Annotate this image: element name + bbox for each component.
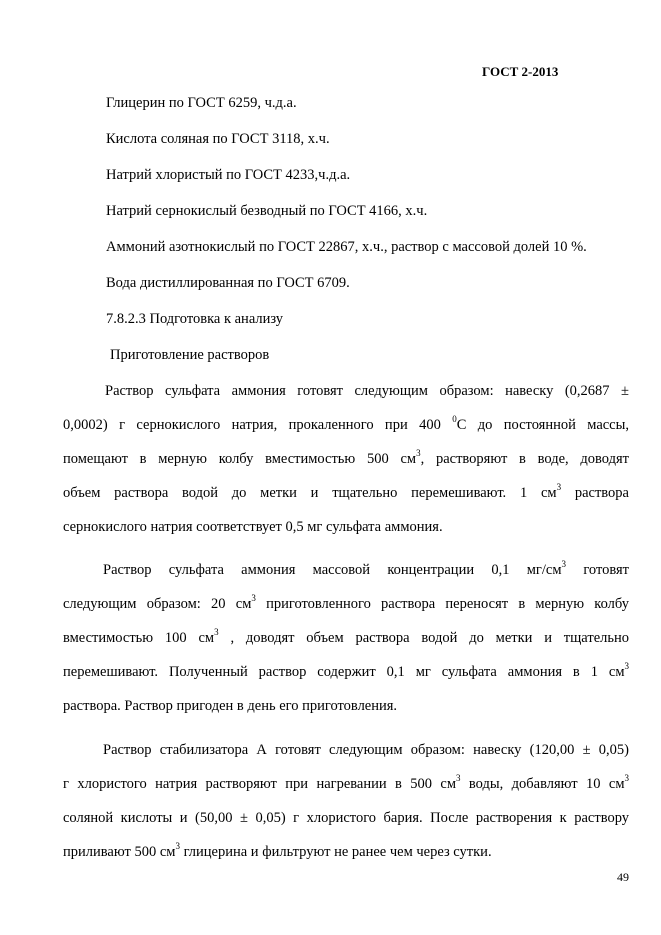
page-number: 49 — [617, 870, 629, 884]
paragraph-line: раствора. Раствор пригоден в день его приготовления. — [63, 698, 398, 714]
reagent-line: Натрий сернокислый безводный по ГОСТ 4166, х.ч. — [106, 203, 428, 219]
reagent-line: Кислота соляная по ГОСТ 3118, х.ч. — [106, 131, 330, 147]
paragraph-line: приливают 500 $см^3$ глицерина и фильтруют не ранее чем через сутки. — [63, 841, 492, 860]
reagent-line: Натрий хлористый по ГОСТ 4233,ч.д.а. — [106, 167, 351, 183]
paragraph-line: г хлористого натрия растворяют при нагревании в 500 $см^3$ воды, добавляют 10 $см^3$ — [63, 773, 630, 792]
reagent-line: Аммоний азотнокислый по ГОСТ 22867, х.ч., раствор с массовой долей 10 %. — [106, 239, 587, 255]
paragraph-ammonium-sulfate-solution — [63, 374, 629, 544]
paragraph-line: Раствор сульфата аммония готовят следующим образом: навеску (0,2687 ± — [105, 383, 629, 399]
paragraph-line: следующим образом: 20 $см^3$ приготовленного раствора переносят в мерную колбу — [63, 593, 629, 612]
paragraph-line: соляной кислоты и (50,00 ± 0,05) г хлористого бария. После растворения к раствору — [63, 810, 629, 826]
paragraph-line: Раствор стабилизатора А готовят следующим образом: навеску (120,00 ± 0,05) — [103, 742, 629, 758]
standard-code-header: ГОСТ 2-2013 — [482, 64, 559, 79]
paragraph-stabilizer-solution — [63, 733, 629, 869]
paragraph-line: Раствор сульфата аммония массовой концентрации 0,1 $мг/см^3$ готовят — [103, 559, 630, 578]
paragraph-line: сернокислого натрия соответствует 0,5 мг сульфата аммония. — [63, 519, 443, 535]
reagent-line: Глицерин по ГОСТ 6259, ч.д.а. — [106, 95, 297, 111]
subheading: Приготовление растворов — [110, 347, 270, 363]
paragraph-ammonium-sulfate-concentration — [63, 553, 629, 723]
paragraph-line: помещают в мерную колбу вместимостью 500 $см^3$, растворяют в воде, доводят — [63, 448, 630, 467]
reagent-line: Вода дистиллированная по ГОСТ 6709. — [106, 275, 350, 291]
section-heading: 7.8.2.3 Подготовка к анализу — [106, 311, 284, 327]
paragraph-line: объем раствора водой до метки и тщательно перемешивают. 1 $см^3$ раствора — [63, 482, 629, 501]
paragraph-line: перемешивают. Полученный раствор содержит 0,1 мг сульфата аммония в 1 $см^3$ — [63, 661, 629, 680]
paragraph-line: 0,0002) г сернокислого натрия, прокаленного при 400 $^0$С до постоянной массы, — [63, 414, 629, 433]
paragraph-line: вместимостью 100 $см^3$ , доводят объем раствора водой до метки и тщательно — [63, 627, 629, 646]
